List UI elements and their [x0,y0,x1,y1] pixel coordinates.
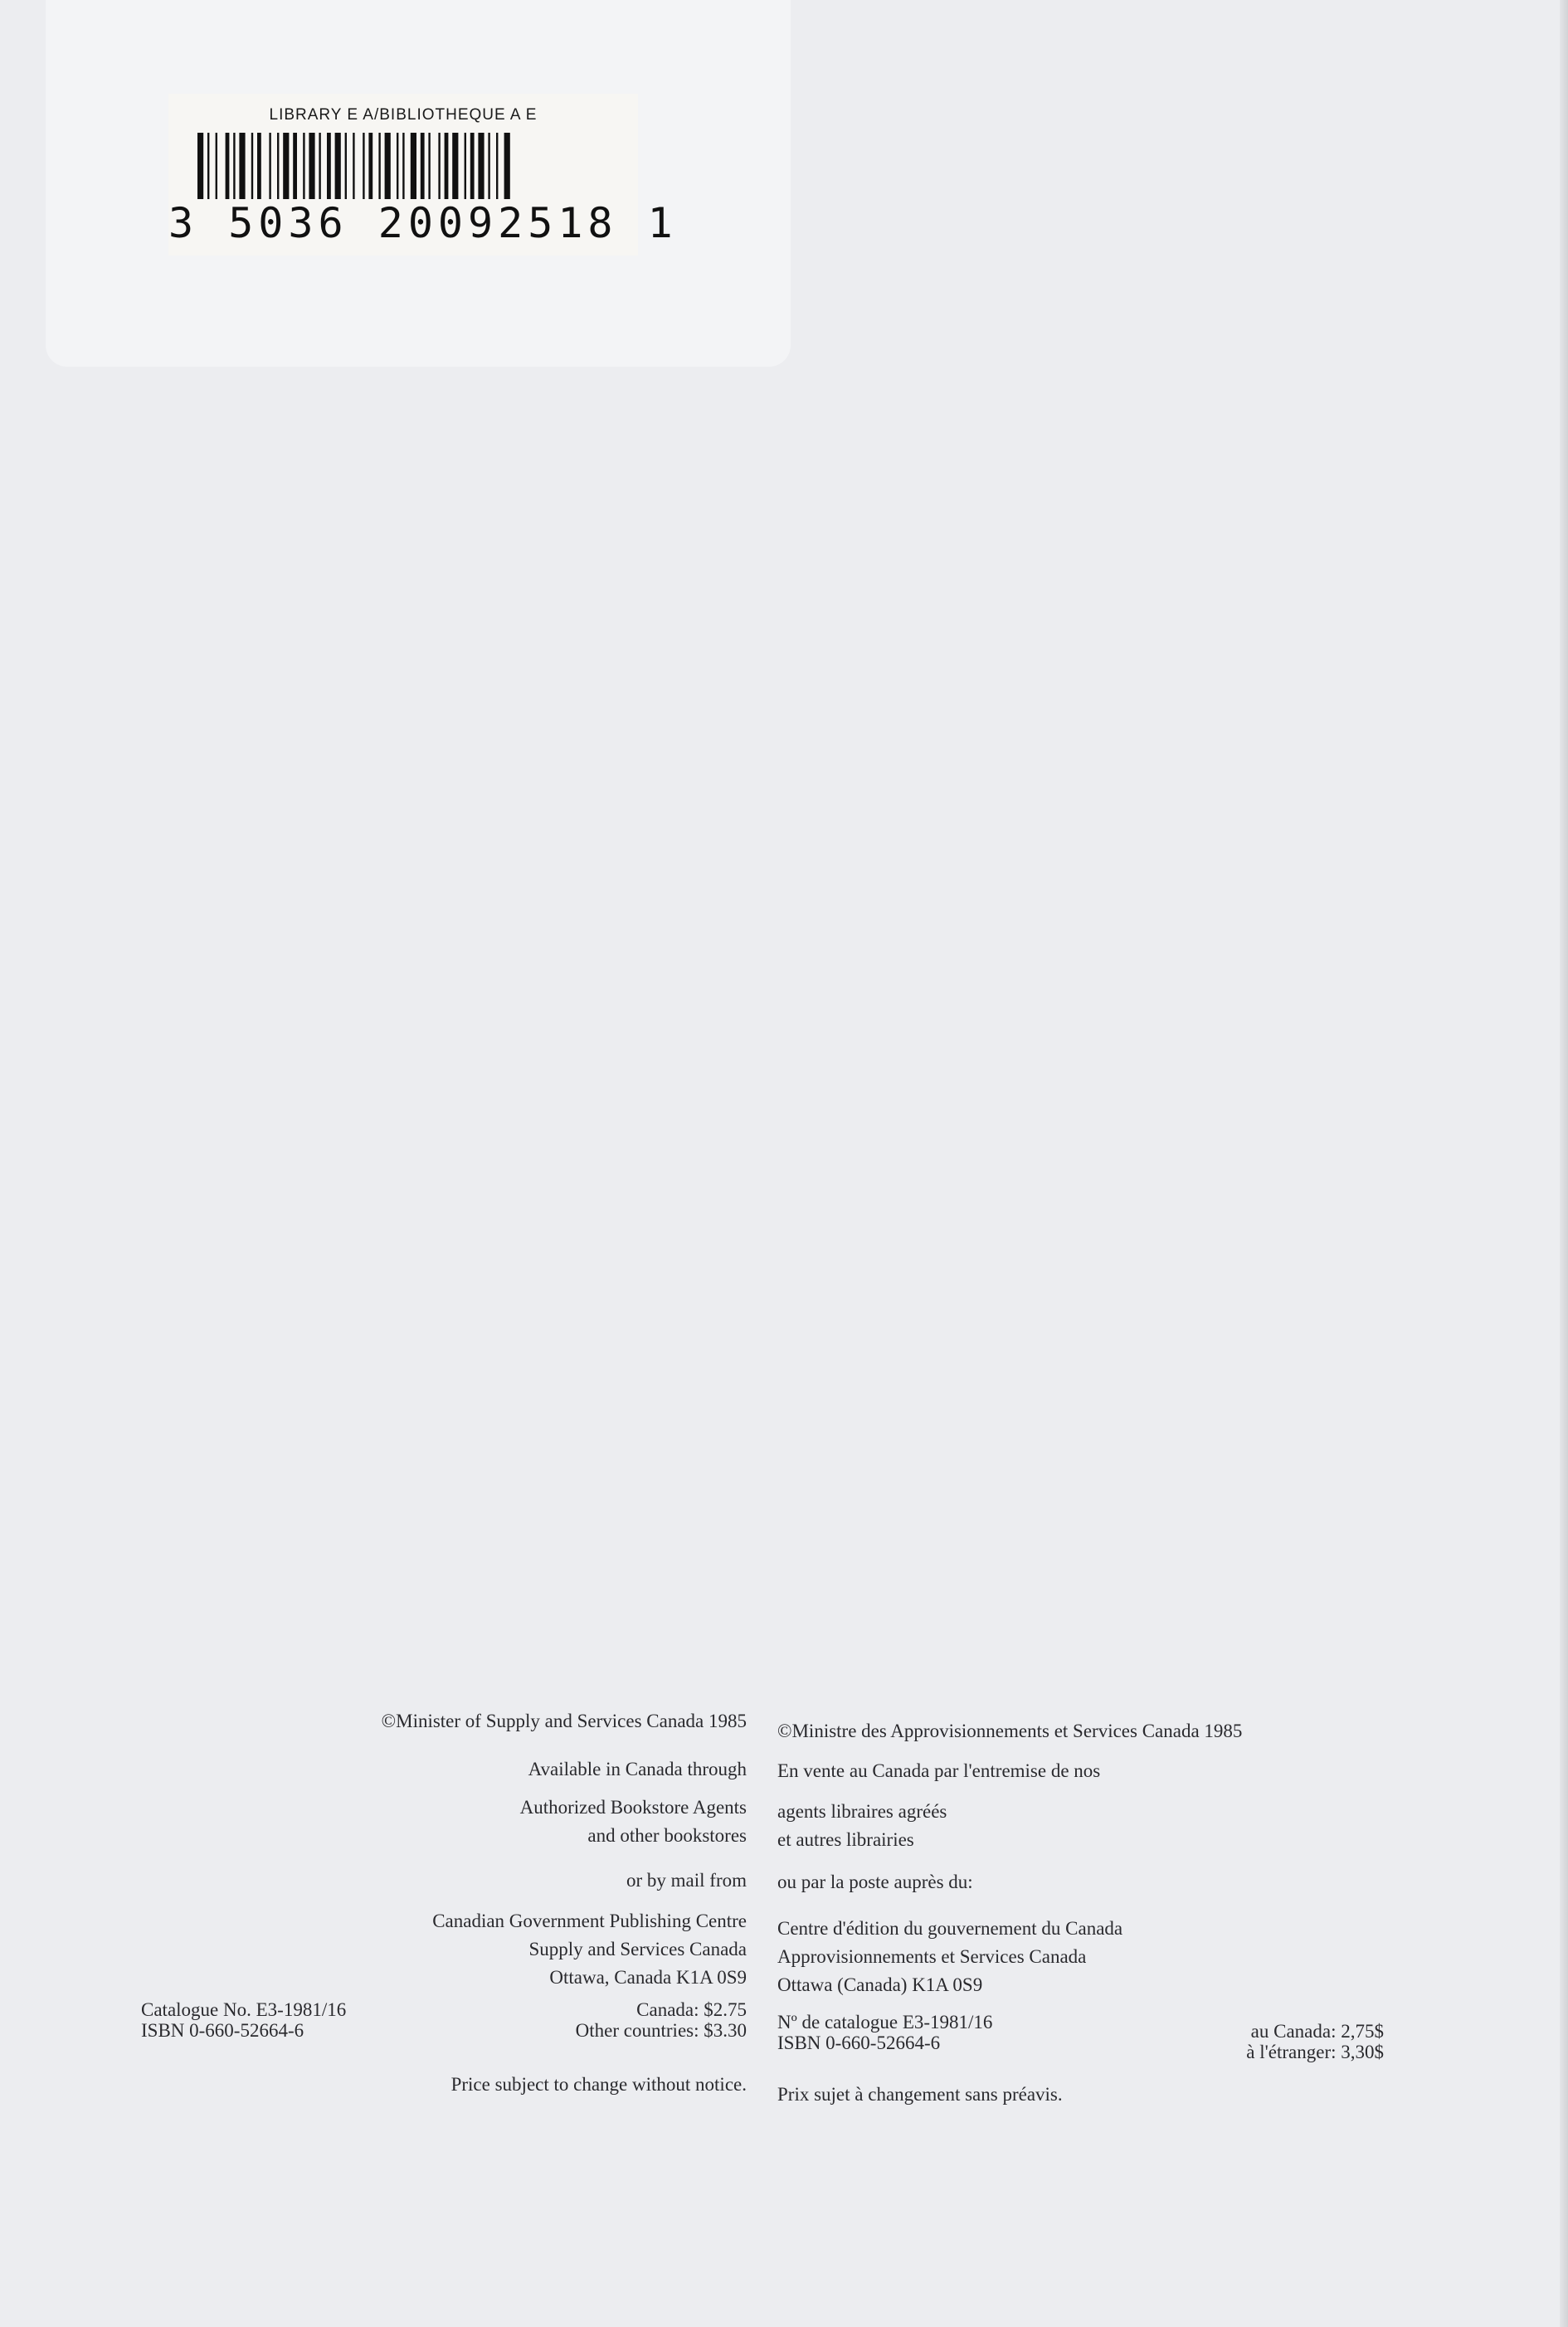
french-price-canada: au Canada: 2,75$ [1250,2021,1384,2042]
english-centre-line-3: Ottawa, Canada K1A 0S9 [549,1967,747,1988]
barcode-icon [197,133,611,199]
french-isbn: ISBN 0-660-52664-6 [777,2032,941,2053]
english-centre-line-2: Supply and Services Canada [528,1939,747,1959]
english-price-canada: Canada: $2.75 [636,1999,747,2020]
barcode-label [168,94,678,256]
french-copyright: ©Ministre des Approvisionnements et Services Canada 1985 [777,1721,1243,1741]
french-catalogue-number: Nº de catalogue E3-1981/16 [777,2012,993,2032]
english-agents-line-2: and other bookstores [587,1825,747,1846]
french-available: En vente au Canada par l'entremise de nos [777,1760,1101,1781]
french-centre-line-1: Centre d'édition du gouvernement du Canada [777,1918,1123,1939]
english-catalogue-number: Catalogue No. E3-1981/16 [141,1999,347,2020]
french-centre-line-3: Ottawa (Canada) K1A 0S9 [777,1974,983,1995]
french-mail: ou par la poste auprès du: [777,1872,973,1892]
english-copyright: ©Minister of Supply and Services Canada 1985 [381,1711,747,1731]
french-agents-line-1: agents libraires agréés [777,1801,947,1822]
barcode-number: 3 5036 20092518 1 [168,199,678,247]
french-agents-line-2: et autres librairies [777,1829,914,1850]
english-isbn: ISBN 0-660-52664-6 [141,2020,304,2041]
english-available: Available in Canada through [528,1759,747,1779]
french-price-other: à l'étranger: 3,30$ [1246,2042,1384,2062]
english-notice: Price subject to change without notice. [450,2074,747,2095]
french-catalogue-block [777,2012,992,2053]
french-centre-line-2: Approvisionnements et Services Canada [777,1946,1087,1967]
english-centre-line-1: Canadian Government Publishing Centre [432,1911,747,1931]
library-sticker [46,0,791,367]
french-notice: Prix sujet à changement sans préavis. [777,2084,1063,2105]
barcode-header: LIBRARY E A/BIBLIOTHEQUE A E [269,106,538,124]
english-agents-line-1: Authorized Bookstore Agents [519,1797,747,1818]
english-mail: or by mail from [626,1870,747,1891]
english-price-other: Other countries: $3.30 [575,2020,747,2041]
english-prices [576,1999,747,2041]
english-catalogue-block [141,1999,346,2041]
french-prices [1246,2021,1384,2062]
page-edge [1560,0,1568,2327]
